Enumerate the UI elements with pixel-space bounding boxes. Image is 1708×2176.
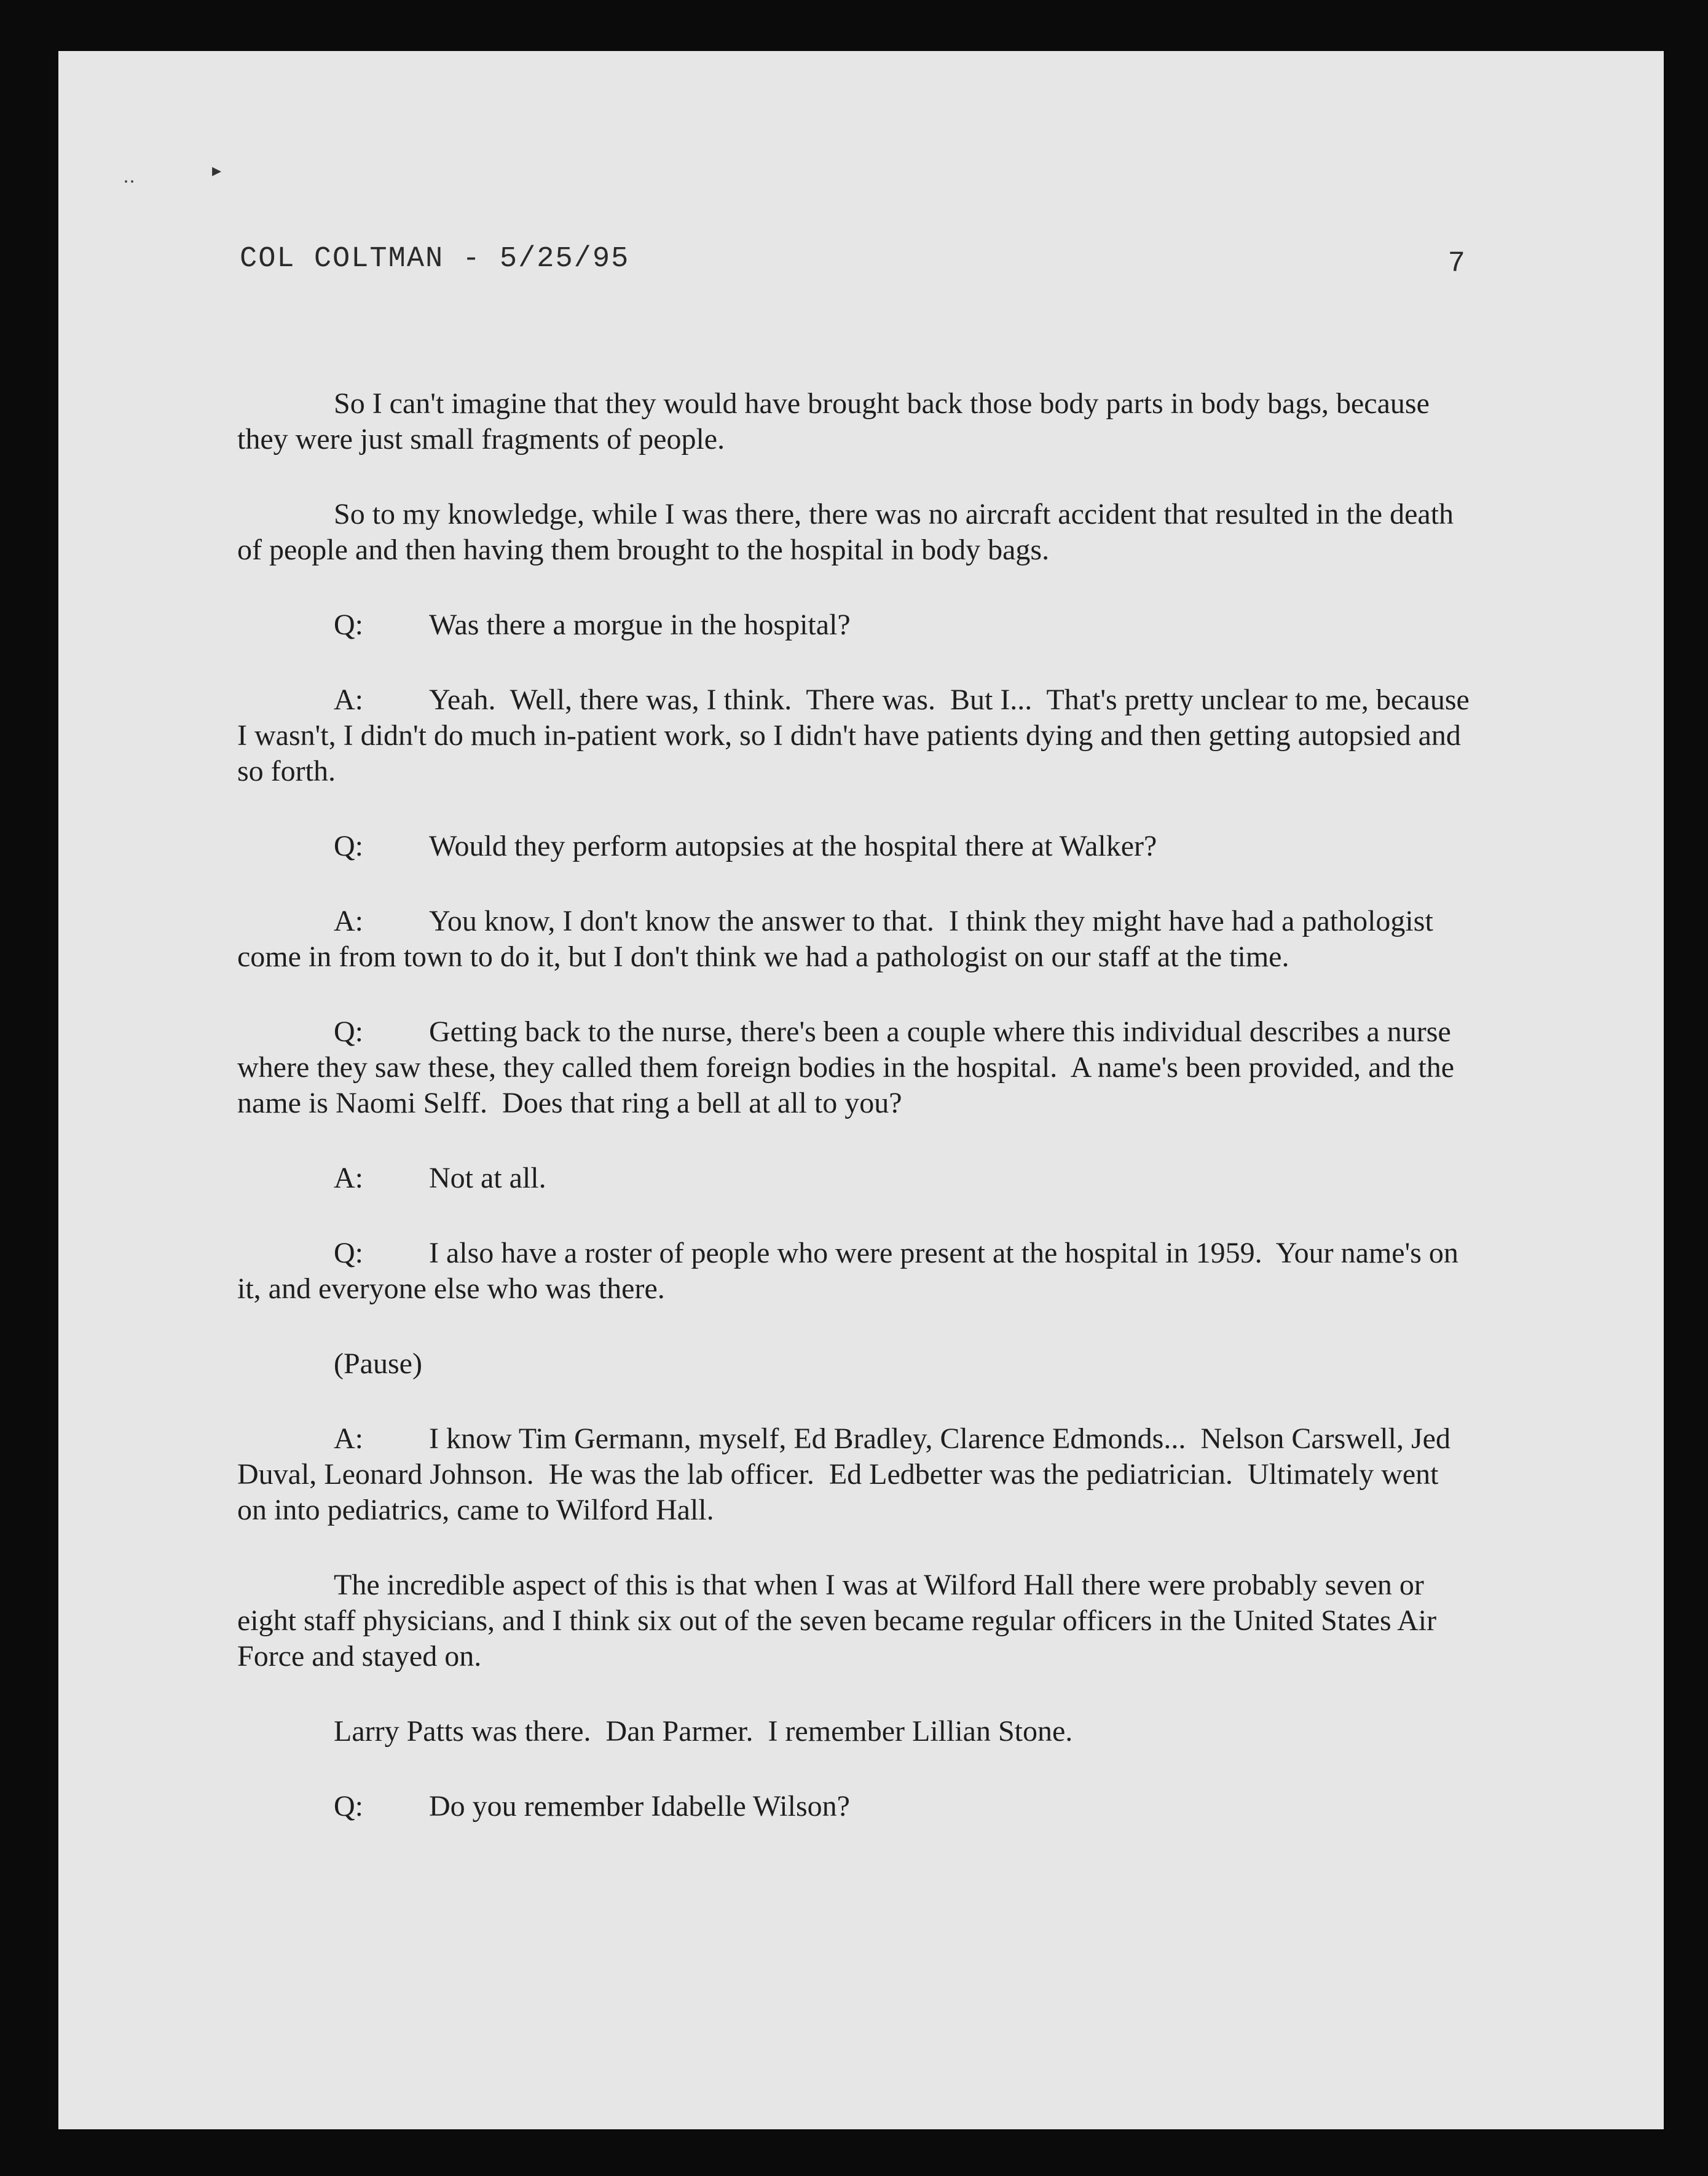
speaker-label: Q: bbox=[334, 1237, 363, 1269]
page-header bbox=[240, 243, 1465, 280]
paragraph-text: Would they perform autopsies at the hospital there at Walker? bbox=[429, 830, 1157, 862]
speaker-label: Q: bbox=[334, 1790, 363, 1823]
answer-paragraph bbox=[237, 682, 1477, 789]
paragraph-text: Yeah. Well, there was, I think. There was. But I... That's pretty unclear to me, because I wasn't, I didn't do much in-patient work, so I didn't have patients dying and then getting autopsied and so forth. bbox=[237, 684, 1477, 787]
paragraph-text: Was there a morgue in the hospital? bbox=[429, 609, 851, 641]
pause-note bbox=[237, 1346, 1473, 1382]
document-title: COL COLTMAN - 5/25/95 bbox=[240, 243, 630, 275]
speaker-label: A: bbox=[334, 1162, 363, 1194]
question-paragraph bbox=[237, 1789, 1473, 1824]
scan-speck-mark: ▸ bbox=[212, 160, 222, 181]
speaker-label: Q: bbox=[334, 830, 363, 862]
paragraph-text: The incredible aspect of this is that when I was at Wilford Hall there were probably seven or eight staff physicians, and I think six out of the seven became regular officers in the United States Air Force and stayed on. bbox=[237, 1569, 1444, 1673]
paragraph-text: Larry Patts was there. Dan Parmer. I remember Lillian Stone. bbox=[334, 1715, 1073, 1748]
answer-paragraph bbox=[237, 904, 1473, 975]
paragraph-text: Do you remember Idabelle Wilson? bbox=[429, 1790, 850, 1823]
answer-paragraph bbox=[237, 1161, 1473, 1196]
paragraph-text: I know Tim Germann, myself, Ed Bradley, Clarence Edmonds... Nelson Carswell, Jed Duval, Leonard Johnson. He was the lab officer. Ed Ledbetter was the pediatrician. Ultimately went on into pediatrics, came to Wilford Hall. bbox=[237, 1422, 1458, 1526]
transcript-body bbox=[237, 386, 1477, 1824]
paragraph-text: So I can't imagine that they would have brought back those body parts in body bags, because they were just small fragments of people. bbox=[237, 387, 1437, 455]
speaker-label: A: bbox=[334, 905, 363, 937]
paragraph-text: I also have a roster of people who were present at the hospital in 1959. Your name's on it, and everyone else who was there. bbox=[237, 1237, 1466, 1305]
page-number: 7 bbox=[1447, 248, 1465, 280]
paragraph-text: So to my knowledge, while I was there, there was no aircraft accident that resulted in the death of people and then having them brought to the hospital in body bags. bbox=[237, 498, 1462, 566]
question-paragraph bbox=[237, 1014, 1473, 1121]
speaker-label: A: bbox=[334, 1422, 363, 1455]
speaker-label: Q: bbox=[334, 609, 363, 641]
transcript-paragraph bbox=[237, 1567, 1473, 1674]
answer-paragraph bbox=[237, 1421, 1473, 1528]
paragraph-text: Not at all. bbox=[429, 1162, 546, 1194]
transcript-paragraph bbox=[237, 386, 1473, 457]
question-paragraph bbox=[237, 829, 1473, 864]
speaker-label: A: bbox=[334, 684, 363, 716]
question-paragraph bbox=[237, 607, 1473, 643]
transcript-paragraph bbox=[237, 1714, 1473, 1749]
paragraph-text: Getting back to the nurse, there's been a couple where this individual describes a nurse where they saw these, they called them foreign bodies in the hospital. A name's been provided, and the name is Naomi Selff. Does that ring a bell at all to you? bbox=[237, 1015, 1462, 1119]
transcript-paragraph bbox=[237, 497, 1473, 568]
scan-speck-mark: ‥ bbox=[123, 167, 136, 187]
speaker-label: Q: bbox=[334, 1015, 363, 1048]
question-paragraph bbox=[237, 1236, 1473, 1307]
paragraph-text: You know, I don't know the answer to that. I think they might have had a pathologist come in from town to do it, but I don't think we had a pathologist on our staff at the time. bbox=[237, 905, 1441, 973]
paragraph-text: (Pause) bbox=[334, 1347, 422, 1380]
